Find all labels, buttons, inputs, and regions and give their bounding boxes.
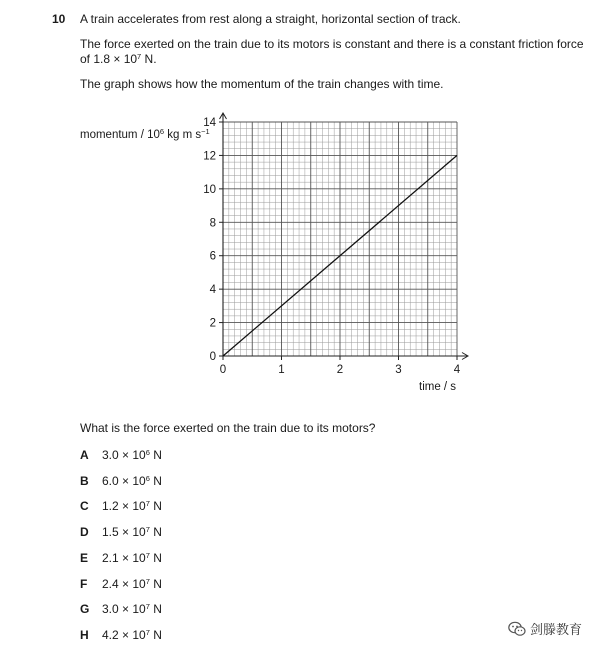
wechat-icon <box>508 621 526 640</box>
x-tick-label: 2 <box>336 364 344 376</box>
option-value-h: $4.2 \times 10^7$ N <box>102 628 162 642</box>
y-tick-label: 0 <box>209 351 216 363</box>
option-letter-e: E <box>80 551 89 565</box>
y-tick-label: 2 <box>209 317 216 330</box>
y-tick-label: 14 <box>203 117 216 129</box>
graph-intro: The graph shows how the momentum of the train changes with time. <box>80 77 444 91</box>
x-tick-label: 3 <box>395 364 402 376</box>
question-prompt: What is the force exerted on the train due to its motors? <box>80 421 376 435</box>
x-tick-label: 1 <box>278 364 285 376</box>
option-letter-h: H <box>80 628 89 642</box>
option-value-f: $2.4 \times 10^7$ N <box>102 577 162 591</box>
option-letter-f: F <box>80 577 88 591</box>
question-intro: A train accelerates from rest along a straight, horizontal section of track. <box>80 12 461 26</box>
x-tick-label: 0 <box>219 364 227 376</box>
force-line-2: of $1.8 \times 10^7$ N. <box>80 52 157 66</box>
watermark <box>508 619 582 640</box>
option-letter-d: D <box>80 525 89 539</box>
y-tick-label: 6 <box>209 250 216 263</box>
option-letter-g: G <box>80 602 90 616</box>
y-tick-label: 8 <box>209 217 216 230</box>
option-letter-b: B <box>80 474 89 488</box>
option-value-c: $1.2 \times 10^7$ N <box>102 499 162 513</box>
y-tick-label: 12 <box>203 150 216 163</box>
question-number: 10 <box>52 12 66 26</box>
question-force-text <box>80 37 584 67</box>
option-value-b: $6.0 \times 10^6$ N <box>102 474 162 488</box>
option-value-e: $2.1 \times 10^7$ N <box>102 551 162 565</box>
option-value-g: $3.0 \times 10^7$ N <box>102 602 162 616</box>
watermark-text: 剑滕教育 <box>529 622 582 637</box>
option-letter-c: C <box>80 499 89 513</box>
option-letter-a: A <box>80 448 89 462</box>
y-axis-label: momentum / $10^6$ kg m $s^{-1}$ <box>80 127 210 141</box>
force-line-1: The force exerted on the train due to its motors is constant and there is a constant friction force <box>80 37 584 51</box>
momentum-time-graph <box>195 108 485 380</box>
x-axis-label: time / s <box>419 381 457 393</box>
option-value-d: $1.5 \times 10^7$ N <box>102 525 162 539</box>
y-tick-label: 4 <box>209 284 216 297</box>
y-tick-label: 10 <box>203 183 216 196</box>
option-value-a: $3.0 \times 10^6$ N <box>102 448 162 462</box>
x-tick-label: 4 <box>453 364 461 376</box>
